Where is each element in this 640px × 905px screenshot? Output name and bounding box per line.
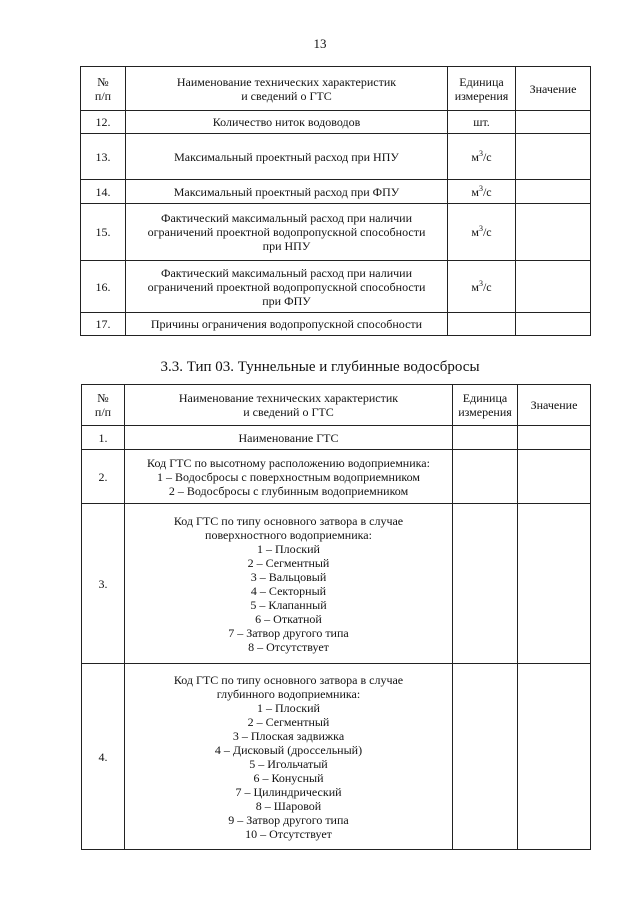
row-num: 1. xyxy=(82,426,125,450)
table-row xyxy=(82,450,591,504)
row-name: Количество ниток водоводов xyxy=(126,111,448,134)
table-row xyxy=(81,134,591,180)
row-name: Код ГТС по типу основного затвора в случае поверхностного водоприемника: 1 – Плоский 2 – Сегментный 3 – Вальцовый 4 – Секторный 5 – Клапанный 6 – Откатной 7 – Затвор другого типа 8 – Отсутствует xyxy=(125,504,453,664)
row-unit: шт. xyxy=(448,111,516,134)
row-num: 4. xyxy=(82,664,125,850)
row-unit xyxy=(453,426,518,450)
row-unit xyxy=(453,504,518,664)
row-unit: $м^3/с$ xyxy=(448,180,516,204)
row-value[interactable] xyxy=(518,504,591,664)
table-row xyxy=(81,180,591,204)
row-value[interactable] xyxy=(516,313,591,336)
row-name: Наименование ГТС xyxy=(125,426,453,450)
table-header-row xyxy=(81,67,591,111)
row-num: 15. xyxy=(81,204,126,261)
row-value[interactable] xyxy=(516,204,591,261)
row-name: Максимальный проектный расход при НПУ xyxy=(126,134,448,180)
characteristics-table-1 xyxy=(80,66,591,336)
header-num: № п/п xyxy=(81,67,126,111)
row-value[interactable] xyxy=(516,261,591,313)
header-value: Значение xyxy=(518,385,591,426)
row-name: Фактический максимальный расход при наличии ограничений проектной водопропускной способности при НПУ xyxy=(126,204,448,261)
row-num: 16. xyxy=(81,261,126,313)
row-value[interactable] xyxy=(518,664,591,850)
row-value[interactable] xyxy=(516,180,591,204)
table-header-row xyxy=(82,385,591,426)
row-unit: $м^3/с$ xyxy=(448,204,516,261)
row-num: 2. xyxy=(82,450,125,504)
row-unit: $м^3/с$ xyxy=(448,261,516,313)
row-name: Код ГТС по типу основного затвора в случае глубинного водоприемника: 1 – Плоский 2 – Сегментный 3 – Плоская задвижка 4 – Дисковый (дроссельный) 5 – Игольчатый 6 – Конусный 7 – Цилиндрический 8 – Шаровой 9 – Затвор другого типа 10 – Отсутствует xyxy=(125,664,453,850)
row-num: 17. xyxy=(81,313,126,336)
row-name: Фактический максимальный расход при наличии ограничений проектной водопропускной способности при ФПУ xyxy=(126,261,448,313)
header-name: Наименование технических характеристик и сведений о ГТС xyxy=(125,385,453,426)
row-unit xyxy=(448,313,516,336)
row-num: 13. xyxy=(81,134,126,180)
row-name: Код ГТС по высотному расположению водоприемника: 1 – Водосбросы с поверхностным водоприемником 2 – Водосбросы с глубинным водоприемником xyxy=(125,450,453,504)
row-num: 12. xyxy=(81,111,126,134)
section-heading: 3.3. Тип 03. Туннельные и глубинные водосбросы xyxy=(160,359,480,375)
row-name: Максимальный проектный расход при ФПУ xyxy=(126,180,448,204)
header-value: Значение xyxy=(516,67,591,111)
table-row xyxy=(81,261,591,313)
row-unit xyxy=(453,450,518,504)
table-row xyxy=(82,426,591,450)
row-unit xyxy=(453,664,518,850)
table-row xyxy=(81,111,591,134)
row-value[interactable] xyxy=(518,450,591,504)
row-num: 3. xyxy=(82,504,125,664)
header-num: № п/п xyxy=(82,385,125,426)
row-unit: $м^3/с$ xyxy=(448,134,516,180)
page-number: 13 xyxy=(313,36,327,51)
characteristics-table-2 xyxy=(81,384,591,850)
row-value[interactable] xyxy=(516,111,591,134)
header-unit: Единица измерения xyxy=(453,385,518,426)
table-row xyxy=(82,504,591,664)
table-row xyxy=(82,664,591,850)
table-row xyxy=(81,204,591,261)
row-name: Причины ограничения водопропускной способности xyxy=(126,313,448,336)
row-num: 14. xyxy=(81,180,126,204)
header-name: Наименование технических характеристик и сведений о ГТС xyxy=(126,67,448,111)
table-row xyxy=(81,313,591,336)
row-value[interactable] xyxy=(516,134,591,180)
header-unit: Единица измерения xyxy=(448,67,516,111)
row-value[interactable] xyxy=(518,426,591,450)
